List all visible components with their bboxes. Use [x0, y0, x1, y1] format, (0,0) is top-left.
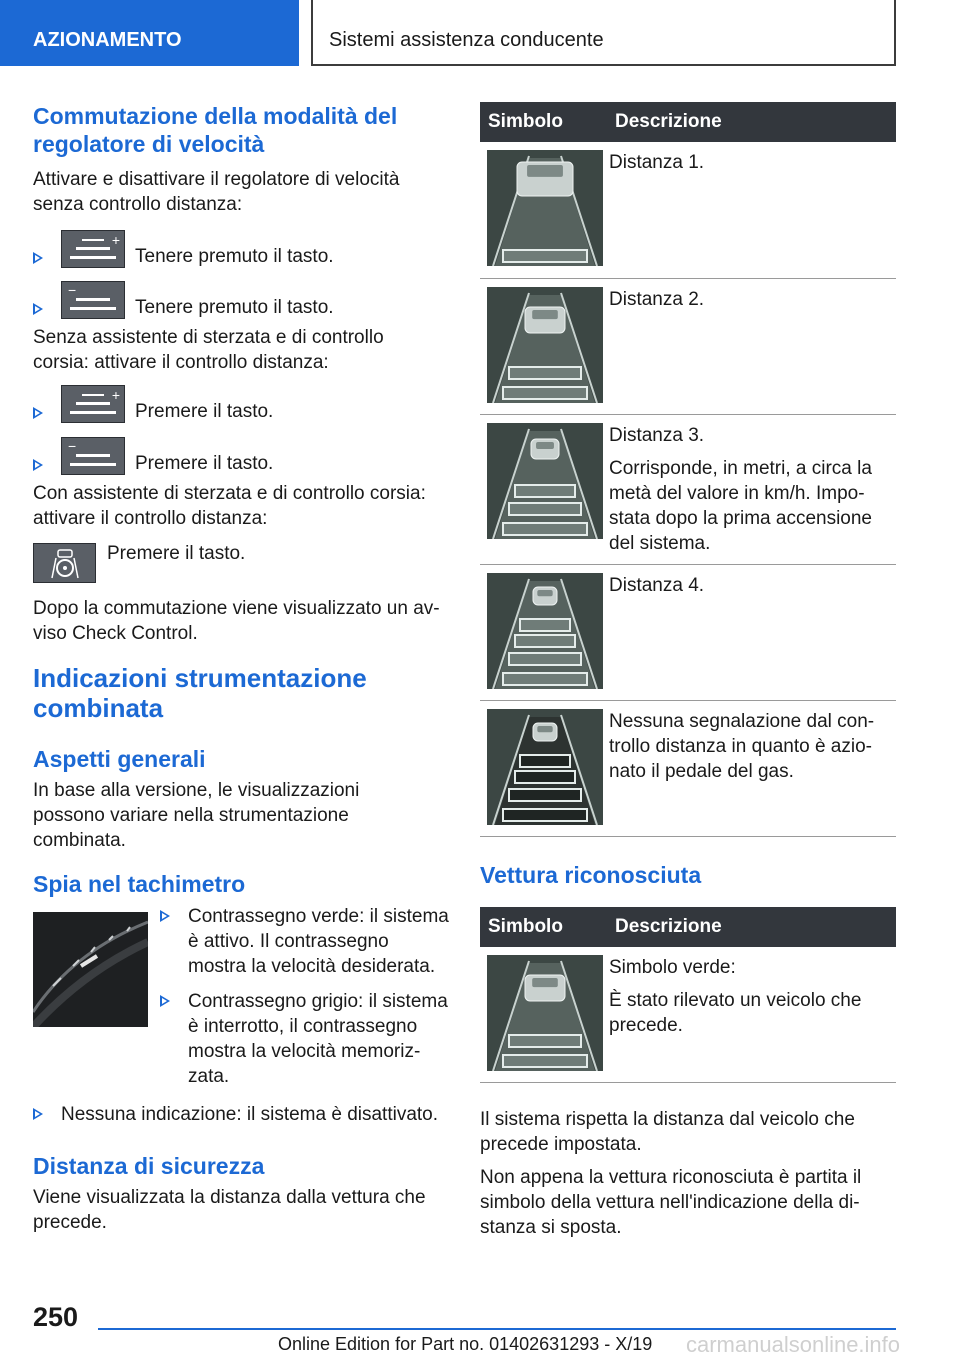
heading-spia: Spia nel tachimetro	[33, 871, 246, 897]
section-tab[interactable]: AZIONAMENTO	[0, 0, 299, 66]
paragraph-base: In base alla versione, le visualizzazioni possono variare nella strumentazione combinata.	[33, 780, 360, 851]
distance-plus-button-icon: +	[61, 230, 125, 268]
page-number: 250	[33, 1302, 79, 1332]
table-header-symbol: Simbolo	[480, 102, 609, 142]
row-description: Distanza 2.	[609, 288, 705, 310]
bullet-text: Contrassegno grigio: il sistema è interrotto, il contrassegno mostra la velocità memorizzata.	[188, 991, 448, 1087]
heading-commutazione: Commutazione della modalità del regolatore di velocità	[33, 103, 398, 157]
table-row	[480, 700, 896, 836]
paragraph-non-appena: Non appena la vettura riconosciuta è partita il simbolo della vettura nell'indicazione della distanza si sposta.	[480, 1167, 862, 1238]
row-description-extra: È stato rilevato un veicolo che precede.	[609, 989, 862, 1036]
watermark: carmanualsonline.info	[686, 1332, 901, 1357]
paragraph-rispetta: Il sistema rispetta la distanza dal veicolo che precede impostata.	[480, 1109, 855, 1155]
table-header-description: Descrizione	[609, 102, 896, 142]
table-row	[480, 142, 896, 278]
bullet-button-minus-2	[33, 437, 453, 479]
edition-text: Online Edition for Part no. 01402631293 - X/19	[278, 1334, 653, 1354]
spia-bullet-grey	[160, 989, 450, 1089]
footer-divider	[98, 1328, 896, 1330]
row-description: Simbolo verde:	[609, 956, 736, 978]
heading-aspetti: Aspetti generali	[33, 746, 206, 772]
paragraph-attivare: Attivare e disattivare il regolatore di velocità senza controllo distanza:	[33, 169, 400, 215]
table-header-symbol: Simbolo	[480, 907, 609, 947]
distance-1-icon	[487, 150, 603, 266]
bullet-button-plus-1	[33, 230, 453, 272]
table-row	[480, 564, 896, 700]
row-description: Nessuna segnalazione dal controllo distanza in quanto è azionato il pedale del gas.	[609, 710, 875, 782]
row-description: Distanza 3.	[609, 424, 705, 446]
distance-minus-button-icon: −	[61, 281, 125, 319]
heading-vettura: Vettura riconosciuta	[480, 861, 702, 888]
right-column	[480, 102, 896, 1240]
bullet-text: Nessuna indicazione: il sistema è disattivato.	[61, 1104, 439, 1125]
table-row	[480, 414, 896, 564]
steering-assist-row	[33, 543, 453, 585]
distance-minus-button-icon: −	[61, 437, 125, 475]
row-description: Distanza 1.	[609, 152, 705, 173]
bullet-triangle-icon	[33, 459, 43, 471]
paragraph-senza: Senza assistente di sterzata e di controllo corsia: attivare il controllo distanza:	[33, 327, 384, 373]
bullet-text: Premere il tasto.	[135, 401, 274, 422]
row-description: Distanza 4.	[609, 574, 705, 596]
bullet-text: Contrassegno verde: il sistema è attivo. Il contrassegno mostra la velocità desiderata.	[188, 906, 449, 977]
paragraph-con: Con assistente di sterzata e di controllo corsia: attivare il controllo distanza:	[33, 483, 426, 529]
bullet-triangle-icon	[33, 1108, 43, 1120]
spia-bullet-none	[33, 1102, 453, 1127]
paragraph-dopo: Dopo la commutazione viene visualizzato un avviso Check Control.	[33, 598, 440, 644]
paragraph-viene: Viene visualizzata la distanza dalla vettura che precede.	[33, 1187, 426, 1233]
speedometer-block	[33, 904, 453, 1094]
gas-pedal-override-icon	[487, 709, 603, 825]
bullet-triangle-icon	[160, 995, 170, 1007]
distance-symbol-table	[480, 102, 896, 837]
table-row	[480, 947, 896, 1083]
bullet-text: Premere il tasto.	[135, 453, 274, 474]
vehicle-detected-icon	[487, 955, 603, 1071]
vehicle-detected-table	[480, 907, 896, 1084]
table-row	[480, 278, 896, 414]
distance-2-icon	[487, 287, 603, 403]
spia-bullet-green	[160, 904, 450, 979]
distance-4-icon	[487, 573, 603, 689]
distance-3-icon	[487, 423, 603, 539]
speedometer-image	[33, 912, 148, 1027]
heading-distanza: Distanza di sicurezza	[33, 1153, 265, 1179]
chapter-title: Sistemi assistenza conducente	[311, 0, 896, 66]
table-header-description: Descrizione	[609, 907, 896, 947]
bullet-button-plus-2	[33, 385, 453, 427]
bullet-text: Tenere premuto il tasto.	[135, 246, 334, 267]
left-column	[33, 102, 453, 1235]
bullet-triangle-icon	[33, 407, 43, 419]
row-description-extra: Corrisponde, in metri, a circa la metà del valore in km/h. Impostata dopo la prima accensione del sistema.	[609, 457, 872, 554]
bullet-button-minus-1	[33, 281, 453, 323]
bullet-triangle-icon	[33, 252, 43, 264]
heading-indicazioni: Indicazioni strumentazione combinata	[33, 663, 367, 723]
steering-assist-button-icon	[33, 543, 96, 583]
bullet-text: Tenere premuto il tasto.	[135, 297, 334, 318]
bullet-triangle-icon	[33, 303, 43, 315]
distance-plus-button-icon: +	[61, 385, 125, 423]
steering-assist-text: Premere il tasto.	[107, 543, 246, 564]
bullet-triangle-icon	[160, 910, 170, 922]
